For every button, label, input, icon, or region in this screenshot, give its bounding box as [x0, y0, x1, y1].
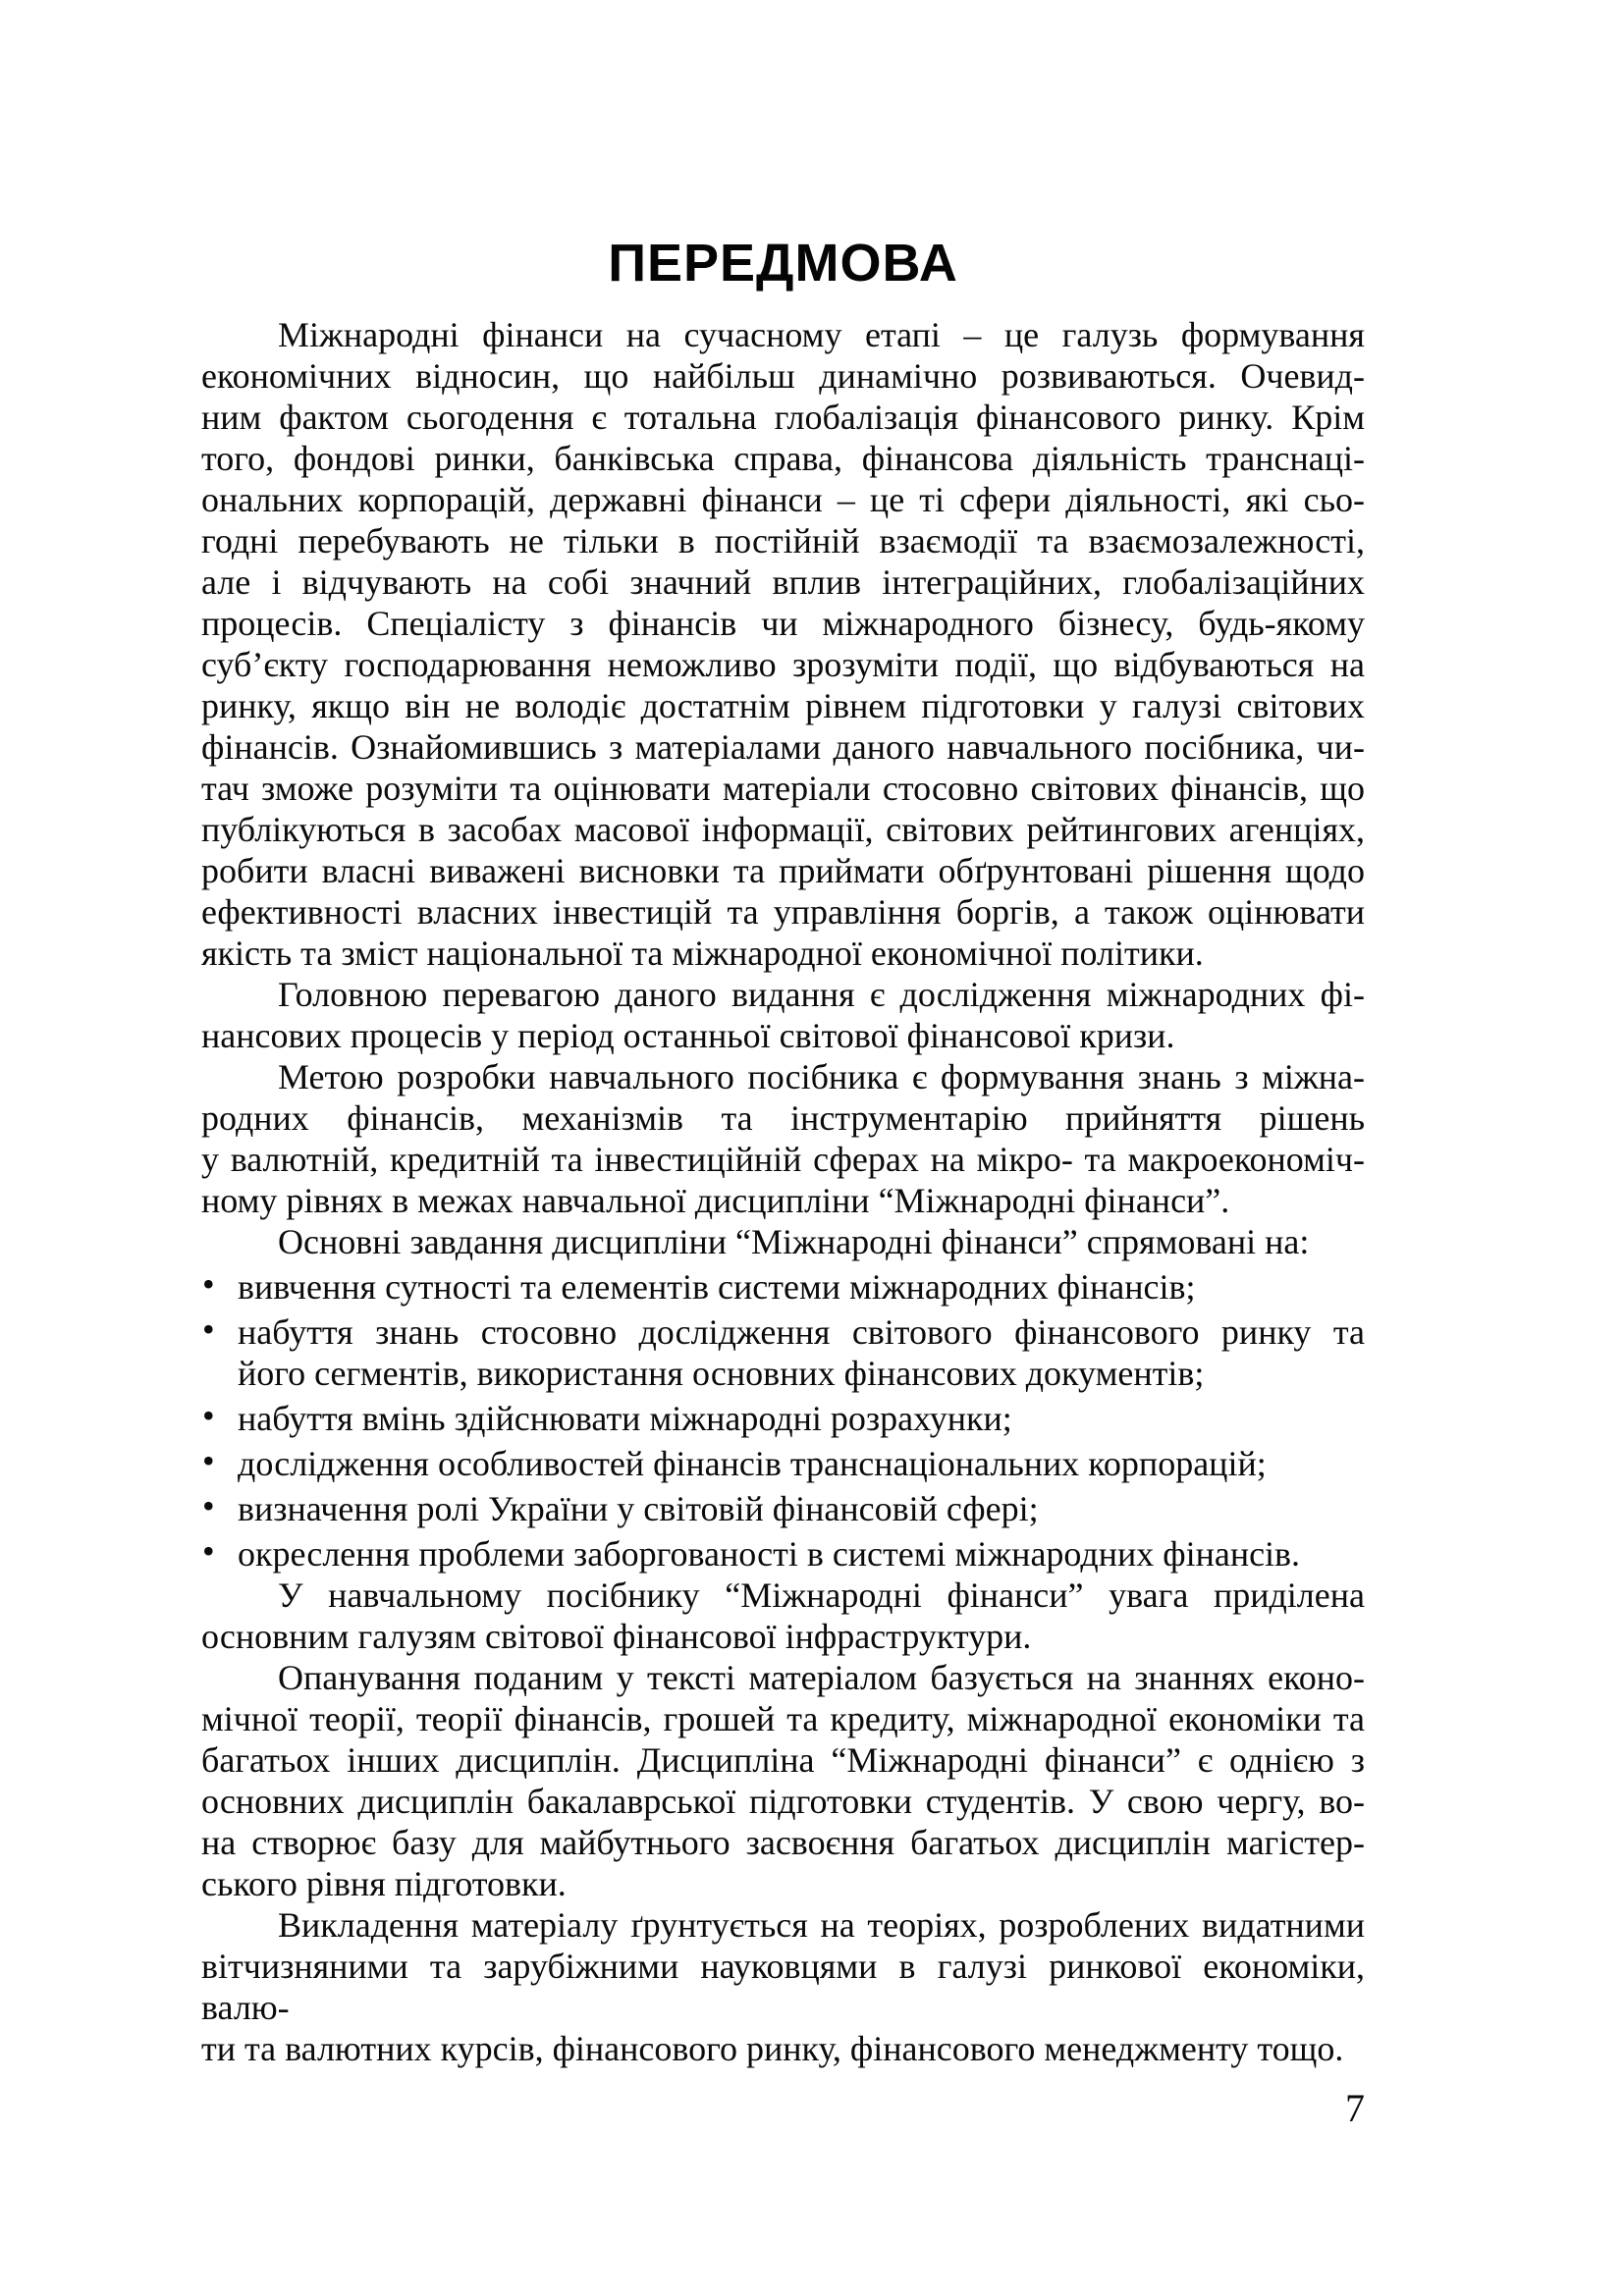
text-line: багатьох інших дисциплін. Дисципліна “Міжнародні фінанси” є однією з	[201, 1740, 1365, 1780]
bullet-item	[201, 1398, 1365, 1439]
text-line: набуття знань стосовно дослідження світового фінансового ринку та	[238, 1312, 1365, 1352]
text-line: Міжнародні фінанси на сучасному етапі – це галузь формування	[278, 315, 1365, 354]
text-line: ному рівнях в межах навчальної дисципліни “Міжнародні фінанси”.	[201, 1181, 1230, 1220]
paragraph	[201, 974, 1365, 1056]
bullet-item	[201, 1311, 1365, 1394]
text-line: ефективності власних інвестицій та управління боргів, а також оцінювати	[201, 892, 1365, 932]
text-line: мічної теорії, теорії фінансів, грошей та кредиту, міжнародної економіки та	[201, 1699, 1365, 1738]
paragraph	[201, 1904, 1365, 2069]
text-line: окреслення проблеми заборгованості в системі міжнародних фінансів.	[238, 1534, 1301, 1574]
page-number: 7	[1345, 2086, 1365, 2130]
text-line: Викладення матеріалу ґрунтується на теоріях, розроблених видатними	[278, 1905, 1365, 1945]
text-line: ського рівня підготовки.	[201, 1864, 567, 1903]
text-line: але і відчувають на собі значний вплив інтеграційних, глобалізаційних	[201, 562, 1365, 602]
text-line: вивчення сутності та елементів системи міжнародних фінансів;	[238, 1267, 1196, 1307]
bullet-item	[201, 1488, 1365, 1529]
text-line: основних дисциплін бакалаврської підготовки студентів. У свою чергу, во-	[201, 1782, 1365, 1821]
bullet-icon: •	[202, 1531, 215, 1571]
page-title: ПЕРЕДМОВА	[608, 234, 958, 293]
bullet-icon: •	[202, 1486, 215, 1525]
text-line: родних фінансів, механізмів та інструментарію прийняття рішень	[201, 1098, 1365, 1138]
paragraph	[201, 1221, 1365, 1262]
preface-body	[201, 314, 1365, 2069]
bullet-item	[201, 1533, 1365, 1575]
bullet-item	[201, 1266, 1365, 1308]
text-line: годні перебувають не тільки в постійній взаємодії та взаємозалежності,	[201, 521, 1365, 561]
text-line: Метою розробки навчального посібника є формування знань з міжна-	[278, 1057, 1365, 1096]
text-line: набуття вмінь здійснювати міжнародні розрахунки;	[238, 1399, 1012, 1438]
bullet-icon: •	[202, 1396, 215, 1435]
text-line: нансових процесів у період останньої світової фінансової кризи.	[201, 1016, 1175, 1055]
bullet-item	[201, 1443, 1365, 1484]
text-line: визначення ролі України у світовій фінансовій сфері;	[238, 1489, 1039, 1528]
paragraph	[201, 314, 1365, 974]
text-line: ним фактом сьогодення є тотальна глобалізація фінансового ринку. Крім	[201, 398, 1365, 437]
text-block	[201, 234, 1365, 2069]
text-line: основним галузям світової фінансової інфраструктури.	[201, 1617, 1032, 1656]
text-line: тач зможе розуміти та оцінювати матеріали стосовно світових фінансів, що	[201, 769, 1365, 808]
paragraph	[201, 1575, 1365, 1657]
bullet-icon: •	[202, 1309, 215, 1349]
text-line: публікуються в засобах масової інформації, світових рейтингових агенціях,	[201, 810, 1365, 849]
text-line: ти та валютних курсів, фінансового ринку, фінансового менеджменту тощо.	[201, 2029, 1344, 2068]
paragraph	[201, 1657, 1365, 1904]
text-line: дослідження особливостей фінансів транснаціональних корпорацій;	[238, 1444, 1267, 1483]
text-line: ринку, якщо він не володіє достатнім рівнем підготовки у галузі світових	[201, 686, 1365, 725]
text-line: робити власні виважені висновки та приймати обґрунтовані рішення щодо	[201, 851, 1365, 890]
paragraph	[201, 1056, 1365, 1221]
text-line: суб’єкту господарювання неможливо зрозуміти події, що відбуваються на	[201, 645, 1365, 684]
text-line: якість та зміст національної та міжнародної економічної політики.	[201, 934, 1204, 973]
text-line: У навчальному посібнику “Міжнародні фінанси” увага приділена	[278, 1575, 1365, 1615]
text-line: процесів. Спеціалісту з фінансів чи міжнародного бізнесу, будь-якому	[201, 604, 1365, 643]
text-line: Основні завдання дисципліни “Міжнародні фінанси” спрямовані на:	[278, 1222, 1310, 1261]
text-line: ональних корпорацій, державні фінанси – це ті сфери діяльності, які сьо-	[201, 480, 1365, 519]
bullet-icon: •	[202, 1441, 215, 1480]
text-line: економічних відносин, що найбільш динамічно розвиваються. Очевид-	[201, 356, 1365, 396]
text-line: вітчизняними та зарубіжними науковцями в галузі ринкової економіки, валю-	[201, 1947, 1365, 2027]
text-line: його сегментів, використання основних фінансових документів;	[238, 1354, 1205, 1393]
text-line: на створює базу для майбутнього засвоєння багатьох дисциплін магістер-	[201, 1823, 1365, 1862]
text-line: у валютній, кредитній та інвестиційній сферах на мікро- та макроекономіч-	[201, 1140, 1365, 1179]
text-line: Опанування поданим у тексті матеріалом базується на знаннях еконо-	[278, 1658, 1365, 1697]
text-line: Головною перевагою даного видання є дослідження міжнародних фі-	[278, 975, 1365, 1014]
text-line: фінансів. Ознайомившись з матеріалами даного навчального посібника, чи-	[201, 727, 1365, 767]
bullet-icon: •	[202, 1264, 215, 1304]
text-line: того, фондові ринки, банківська справа, фінансова діяльність транснаці-	[201, 439, 1365, 478]
